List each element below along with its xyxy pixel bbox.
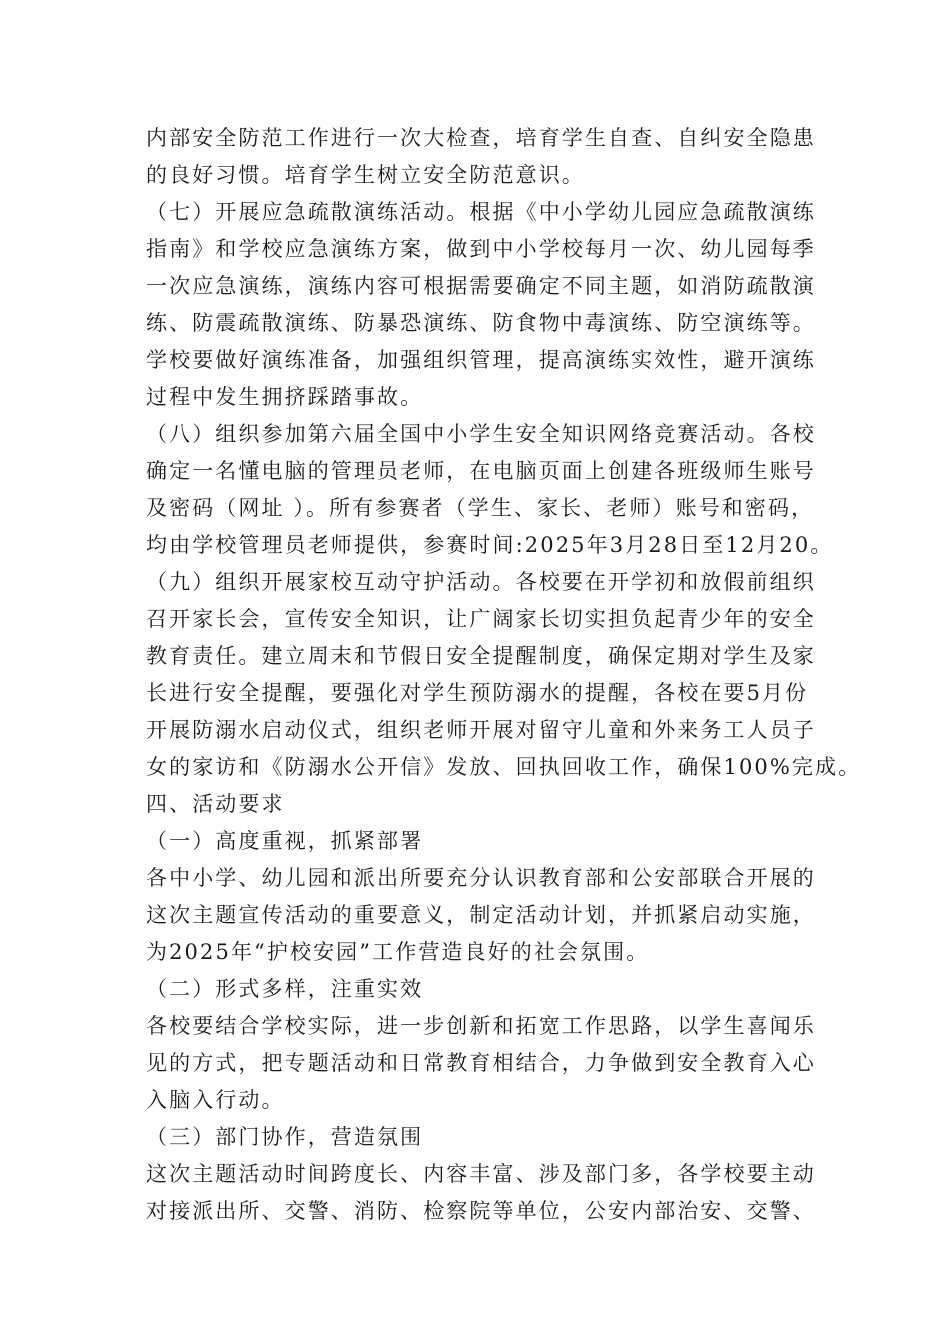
- text-line: 这次主题宣传活动的重要意义，制定活动计划，并抓紧启动实施，: [146, 903, 816, 927]
- subsection-3-heading: （三）部门协作，营造氛围: [146, 1125, 424, 1149]
- text-line: 女的家访和《防溺水公开信》发放、回执回收工作，确保100%完成。: [146, 755, 862, 779]
- subsection-2-heading: （二）形式多样，注重实效: [146, 977, 424, 1001]
- text-line: 入脑入行动。: [146, 1088, 285, 1112]
- text-line: 见的方式，把专题活动和日常教育相结合，力争做到安全教育入心: [146, 1051, 816, 1075]
- text-line: 对接派出所、交警、消防、检察院等单位，公安内部治安、交警、: [146, 1199, 816, 1223]
- text-line: 练、防震疏散演练、防暴恐演练、防食物中毒演练、防空演练等。: [146, 311, 816, 335]
- text-line: 指南》和学校应急演练方案，做到中小学校每月一次、幼儿园每季: [146, 237, 816, 261]
- text-line: 开展防溺水启动仪式，组织老师开展对留守儿童和外来务工人员子: [146, 718, 816, 742]
- text-line: 一次应急演练，演练内容可根据需要确定不同主题，如消防疏散演: [146, 274, 816, 298]
- text-line: 及密码（网址 ）。所有参赛者（学生、家长、老师）账号和密码，: [146, 496, 815, 520]
- text-line: 召开家长会，宣传安全知识，让广阔家长切实担负起青少年的安全: [146, 607, 816, 631]
- text-line: 各中小学、幼儿园和派出所要充分认识教育部和公安部联合开展的: [146, 866, 816, 890]
- chapter-4-heading: 四、活动要求: [146, 792, 285, 816]
- section-8-heading: （八）组织参加第六届全国中小学生安全知识网络竞赛活动。各校: [146, 422, 816, 446]
- text-line: 教育责任。建立周末和节假日安全提醒制度，确保定期对学生及家: [146, 644, 816, 668]
- text-line: 过程中发生拥挤踩踏事故。: [146, 385, 424, 409]
- text-line: 这次主题活动时间跨度长、内容丰富、涉及部门多，各学校要主动: [146, 1162, 816, 1186]
- text-line: 长进行安全提醒，要强化对学生预防溺水的提醒，各校在要5月份: [146, 681, 809, 705]
- section-9-heading: （九）组织开展家校互动守护活动。各校要在开学初和放假前组织: [146, 570, 816, 594]
- text-line: 内部安全防范工作进行一次大检查，培育学生自查、自纠安全隐患: [146, 126, 816, 150]
- document-body: [146, 120, 862, 1230]
- text-line: 学校要做好演练准备，加强组织管理，提高演练实效性，避开演练: [146, 348, 816, 372]
- text-line: 确定一名懂电脑的管理员老师，在电脑页面上创建各班级师生账号: [146, 459, 816, 483]
- text-line: 为2025年“护校安园”工作营造良好的社会氛围。: [146, 940, 650, 964]
- text-line: 各校要结合学校实际，进一步创新和拓宽工作思路，以学生喜闻乐: [146, 1014, 816, 1038]
- section-7-heading: （七）开展应急疏散演练活动。根据《中小学幼儿园应急疏散演练: [146, 200, 816, 224]
- text-line: 的良好习惯。培育学生树立安全防范意识。: [146, 163, 585, 187]
- text-line: 均由学校管理员老师提供，参赛时间:2025年3月28日至12月20。: [146, 533, 834, 557]
- subsection-1-heading: （一）高度重视，抓紧部署: [146, 829, 424, 853]
